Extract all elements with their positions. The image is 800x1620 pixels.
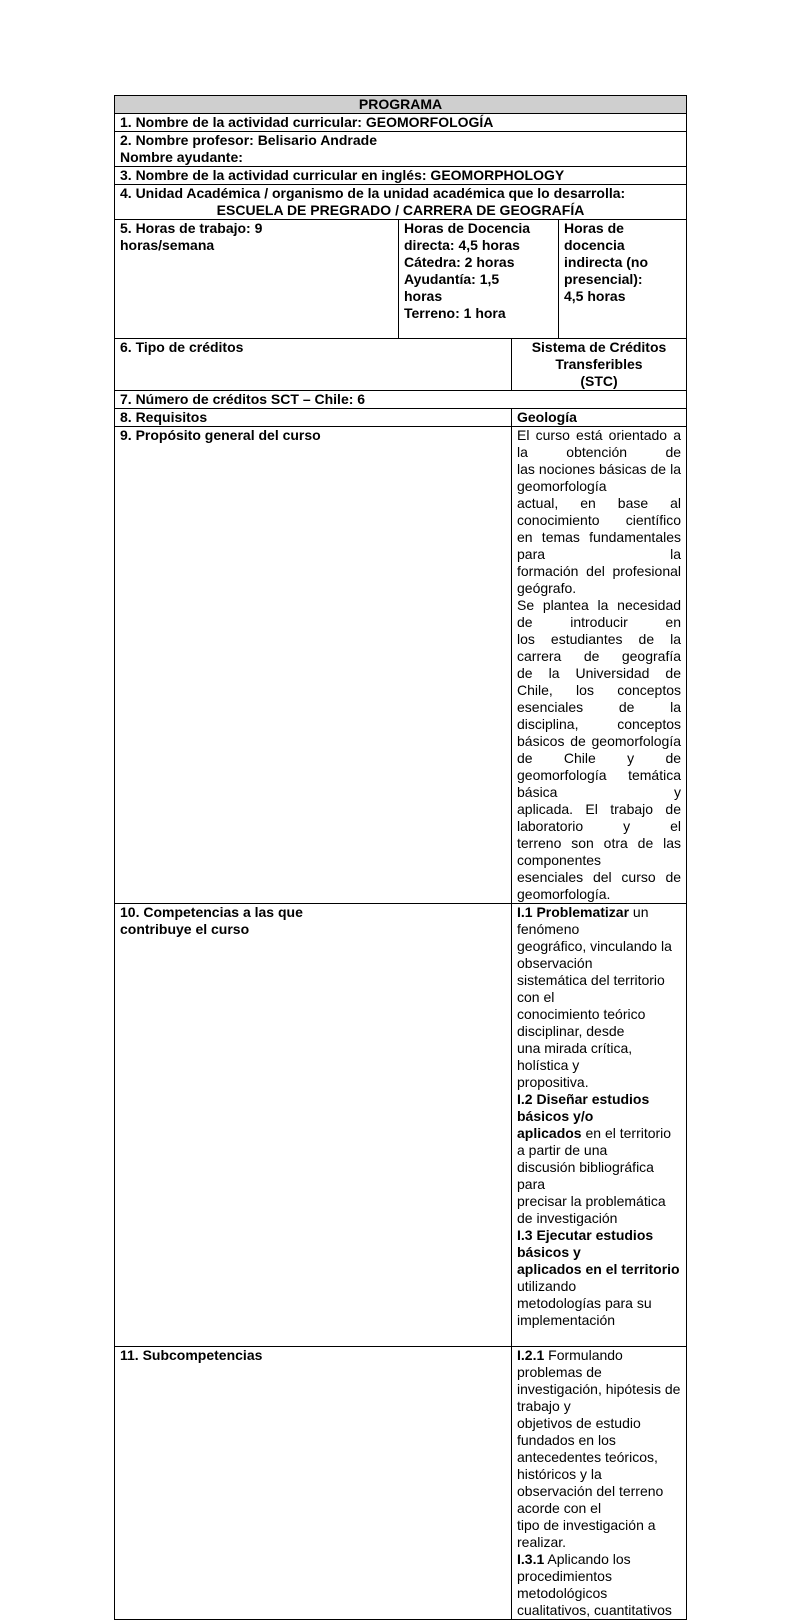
- academic-unit-row: [115, 185, 687, 220]
- requirements-label: 8. Requisitos: [115, 409, 512, 427]
- purpose-line: Se plantea la necesidad de introducir en: [517, 597, 682, 630]
- subcompetency-1-code: I.2.1: [517, 1347, 545, 1363]
- direct-hours-cell: [399, 220, 559, 339]
- credit-type-value: [512, 339, 687, 391]
- subcompetency-1-line: antecedentes teóricos, históricos y la: [517, 1449, 658, 1482]
- subcompetencies-label: 11. Subcompetencias: [115, 1347, 512, 1620]
- work-hours-line: 5. Horas de trabajo: 9: [120, 220, 263, 236]
- competency-3-title: I.3 Ejecutar estudios básicos y: [517, 1227, 654, 1260]
- credit-type-value-line: Sistema de Créditos Transferibles: [531, 339, 667, 372]
- professor-row: [115, 132, 687, 167]
- credit-type-label: 6. Tipo de créditos: [115, 339, 512, 391]
- competency-3-title-rest: utilizando: [517, 1278, 577, 1294]
- assistant-name: Nombre ayudante:: [120, 149, 243, 165]
- indirect-hours-line: indirecta (no: [564, 254, 649, 270]
- academic-unit-label: 4. Unidad Académica / organismo de la unidad académica que lo desarrolla:: [120, 185, 626, 201]
- purpose-line: los estudiantes de la carrera de geografía: [517, 631, 682, 664]
- purpose-line: en temas fundamentales para la: [517, 529, 682, 562]
- direct-hours-line: horas: [404, 288, 443, 304]
- direct-hours-line: Cátedra: 2 horas: [404, 254, 515, 270]
- purpose-line: las nociones básicas de la geomorfología: [517, 461, 682, 494]
- purpose-line: El curso está orientado a la obtención de: [517, 427, 682, 460]
- competency-1-line: conocimiento teórico disciplinar, desde: [517, 1006, 646, 1039]
- academic-unit-value: ESCUELA DE PREGRADO / CARRERA DE GEOGRAFÍA: [216, 202, 585, 218]
- competency-2-title: I.2 Diseñar estudios básicos y/o: [517, 1091, 650, 1124]
- direct-hours-line: directa: 4,5 horas: [404, 237, 520, 253]
- professor-name: 2. Nombre profesor: Belisario Andrade: [120, 132, 377, 148]
- competency-1-line: sistemática del territorio con el: [517, 972, 665, 1005]
- subcompetency-2-title-rest: Aplicando los procedimientos: [517, 1551, 631, 1584]
- competency-1-line: propositiva.: [517, 1074, 589, 1090]
- competency-1-title-rest: un fenómeno: [517, 904, 649, 937]
- purpose-line: terreno son otra de las componentes: [517, 835, 682, 868]
- competencies-label-line: 10. Competencias a las que: [120, 904, 303, 920]
- competency-3-second-line: [517, 1261, 681, 1295]
- subcompetency-1-title-rest: Formulando problemas de: [517, 1347, 623, 1380]
- subcompetency-2-first-line: [517, 1551, 681, 1585]
- purpose-label: 9. Propósito general del curso: [115, 427, 512, 904]
- competency-2-second-line: [517, 1125, 681, 1159]
- purpose-text: [512, 427, 687, 904]
- competency-3-line: metodologías para su implementación: [517, 1295, 652, 1328]
- competency-2-line: precisar la problemática de investigación: [517, 1193, 666, 1226]
- competency-3-title-cont: aplicados en el territorio: [517, 1261, 680, 1277]
- subcompetency-1-line: investigación, hipótesis de trabajo y: [517, 1381, 681, 1414]
- subcompetency-1-line: tipo de investigación a realizar.: [517, 1517, 656, 1550]
- purpose-line: de la Universidad de Chile, los conceptos: [517, 665, 682, 698]
- competency-1-first-line: [517, 904, 681, 938]
- competency-2-title-rest: en el territorio a partir de una: [517, 1125, 672, 1158]
- purpose-line: geomorfología temática básica y: [517, 767, 682, 800]
- competency-2-line: discusión bibliográfica para: [517, 1159, 654, 1192]
- spacer: [517, 1329, 681, 1346]
- credit-type-value-line: (STC): [580, 373, 618, 389]
- purpose-line: esenciales de la disciplina, conceptos: [517, 699, 682, 732]
- requirements-value: Geología: [512, 409, 687, 427]
- subcompetency-1-first-line: [517, 1347, 681, 1381]
- indirect-hours-cell: [559, 220, 687, 339]
- indirect-hours-line: Horas de docencia: [564, 220, 625, 253]
- subcompetency-2-line: metodológicos cualitativos, cuantitativos: [517, 1585, 672, 1618]
- work-hours-cell: [115, 220, 399, 339]
- competency-1-title: I.1 Problematizar: [517, 904, 630, 920]
- purpose-line: básicos de geomorfología de Chile y de: [517, 733, 682, 766]
- subcompetency-1-line: observación del terreno acorde con el: [517, 1483, 664, 1516]
- competency-2-title-cont: aplicados: [517, 1125, 582, 1141]
- direct-hours-line: Ayudantía: 1,5: [404, 271, 500, 287]
- english-name-row: 3. Nombre de la actividad curricular en inglés: GEOMORPHOLOGY: [115, 167, 687, 185]
- competencies-text: [512, 904, 687, 1347]
- subcompetency-2-code: I.3.1: [517, 1551, 545, 1567]
- competency-1-line: una mirada crítica, holística y: [517, 1040, 633, 1073]
- direct-hours-line: Terreno: 1 hora: [404, 305, 506, 321]
- indirect-hours-line: 4,5 horas: [564, 288, 626, 304]
- competencies-label-line: contribuye el curso: [120, 921, 250, 937]
- direct-hours-line: Horas de Docencia: [404, 220, 531, 236]
- competency-1-line: geográfico, vinculando la observación: [517, 938, 672, 971]
- program-document: [114, 95, 686, 1620]
- purpose-line: esenciales del curso de geomorfología.: [517, 869, 682, 902]
- course-name-row: 1. Nombre de la actividad curricular: GEOMORFOLOGÍA: [115, 114, 687, 132]
- work-hours-line: horas/semana: [120, 237, 215, 253]
- program-header: PROGRAMA: [115, 96, 687, 114]
- subcompetencies-text: [512, 1347, 687, 1620]
- purpose-line: actual, en base al conocimiento científico: [517, 495, 682, 528]
- subcompetency-1-line: objetivos de estudio fundados en los: [517, 1415, 641, 1448]
- credits-row: 7. Número de créditos SCT – Chile: 6: [115, 391, 687, 409]
- purpose-line: aplicada. El trabajo de laboratorio y el: [517, 801, 682, 834]
- program-table: [114, 95, 687, 1620]
- purpose-line: formación del profesional geógrafo.: [517, 563, 682, 596]
- competencies-label: [115, 904, 512, 1347]
- indirect-hours-line: presencial):: [564, 271, 643, 287]
